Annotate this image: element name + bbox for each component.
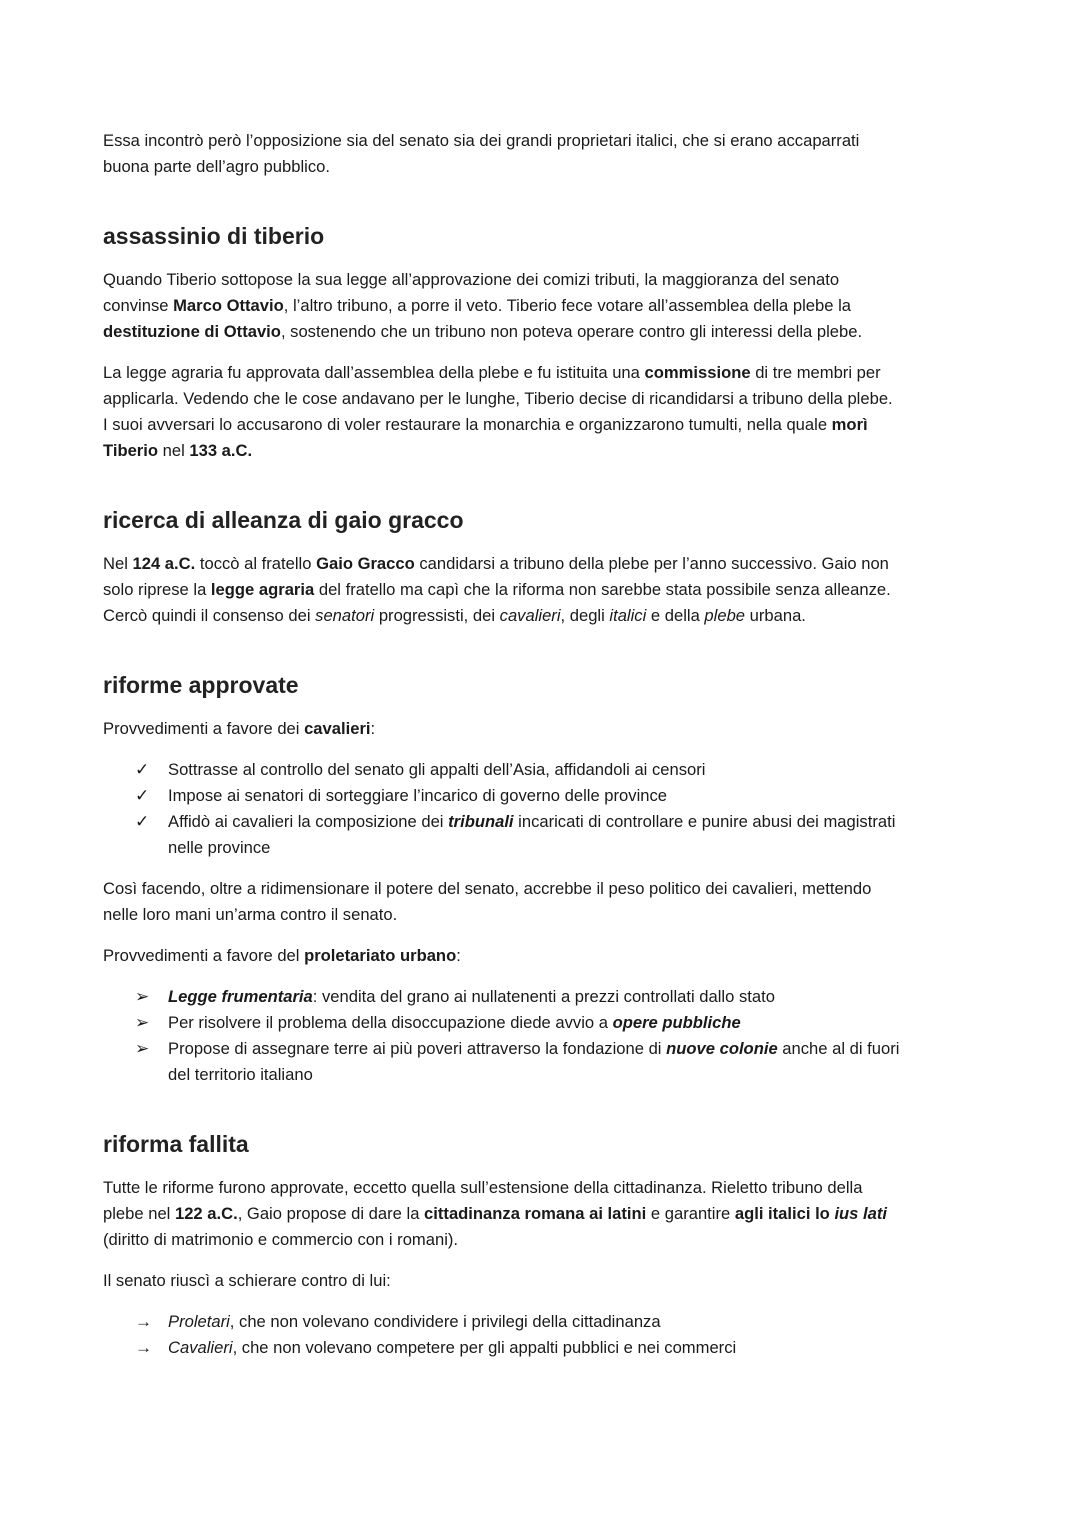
text-run: Così facendo, oltre a ridimensionare il potere del senato, accrebbe il peso politico dei cavalieri, mettendo <box>103 879 872 898</box>
text-run: , che non volevano condividere i privilegi della cittadinanza <box>229 1312 661 1331</box>
bold-text: 133 a.C. <box>189 441 253 460</box>
bold-text: cavalieri <box>304 719 371 738</box>
list-item <box>103 783 1003 809</box>
text-run: candidarsi a tribuno della plebe per l’anno successivo. Gaio non <box>414 554 889 573</box>
text-run: Provvedimenti a favore del <box>103 946 305 965</box>
list-item <box>103 1335 1003 1361</box>
text-run: toccò al fratello <box>195 554 317 573</box>
arrow-right-icon: → <box>135 1312 152 1331</box>
text-line <box>103 360 1003 386</box>
text-run: I suoi avversari lo accusarono di voler restaurare la monarchia e organizzarono tumulti, nella quale <box>103 415 832 434</box>
bold-text: agli italici lo <box>734 1204 835 1223</box>
bold-text: Tiberio <box>103 441 159 460</box>
text-line <box>103 1175 1003 1201</box>
section-heading: assassinio di tiberio <box>103 223 325 249</box>
list-item <box>103 1309 1003 1335</box>
italic-text: plebe <box>704 606 746 625</box>
paragraph <box>103 128 1003 180</box>
bold-italic-text: Legge frumentaria <box>168 987 313 1006</box>
text-run: convinse <box>103 296 174 315</box>
text-line <box>103 1268 1003 1294</box>
text-line <box>103 577 1003 603</box>
bold-text: Gaio Gracco <box>316 554 415 573</box>
list-item <box>103 1010 1003 1036</box>
bold-text: 122 a.C. <box>174 1204 238 1223</box>
text-line <box>103 386 1003 412</box>
bold-text: commissione <box>644 363 751 382</box>
text-line <box>103 128 1003 154</box>
text-line <box>103 267 1003 293</box>
text-line <box>103 438 1003 464</box>
italic-text: Cavalieri <box>168 1338 233 1357</box>
text-line <box>103 943 1003 969</box>
text-line <box>103 412 1003 438</box>
checkmark-icon: ✓ <box>135 812 150 831</box>
text-run: (diritto di matrimonio e commercio con i romani). <box>103 1230 459 1249</box>
list-item <box>103 1036 1003 1062</box>
section-heading: riforma fallita <box>103 1131 249 1157</box>
section-heading: riforme approvate <box>103 672 299 698</box>
bold-text: 124 a.C. <box>132 554 196 573</box>
text-run: e della <box>646 606 705 625</box>
bold-text: proletariato urbano <box>304 946 457 965</box>
text-run: Propose di assegnare terre ai più poveri attraverso la fondazione di <box>168 1039 667 1058</box>
text-run: solo riprese la <box>103 580 211 599</box>
text-line <box>103 319 1003 345</box>
paragraph <box>103 1268 1003 1294</box>
text-run: urbana. <box>745 606 806 625</box>
text-run: , Gaio propose di dare la <box>237 1204 425 1223</box>
text-run: anche al di fuori <box>777 1039 900 1058</box>
list-item <box>103 809 1003 835</box>
text-run: del territorio italiano <box>168 1065 313 1084</box>
list-item-continuation <box>103 1062 1003 1088</box>
arrowhead-bullet-icon: ➢ <box>135 1013 150 1032</box>
text-line <box>103 154 1003 180</box>
text-run: : <box>370 719 376 738</box>
bold-text: Marco Ottavio <box>173 296 284 315</box>
text-run: e garantire <box>646 1204 735 1223</box>
bold-text: cittadinanza romana ai latini <box>424 1204 647 1223</box>
text-run: Essa incontrò però l’opposizione sia del senato sia dei grandi proprietari italici, che si erano accaparrati <box>103 131 860 150</box>
text-run: Quando Tiberio sottopose la sua legge all’approvazione dei comizi tributi, la maggioranza del senato <box>103 270 840 289</box>
bold-italic-text: opere pubbliche <box>612 1013 741 1032</box>
text-run: , degli <box>560 606 610 625</box>
bold-text: legge agraria <box>210 580 315 599</box>
text-run: Provvedimenti a favore dei <box>103 719 305 738</box>
text-run: La legge agraria fu approvata dall’assemblea della plebe e fu istituita una <box>103 363 645 382</box>
text-run: , sostenendo che un tribuno non poteva operare contro gli interessi della plebe. <box>280 322 863 341</box>
bold-italic-text: nuove colonie <box>666 1039 778 1058</box>
text-run: nelle loro mani un’arma contro il senato. <box>103 905 398 924</box>
text-run: Impose ai senatori di sorteggiare l’incarico di governo delle province <box>168 786 668 805</box>
bullet-list <box>103 1309 1003 1361</box>
arrowhead-bullet-icon: ➢ <box>135 987 150 1006</box>
text-line <box>103 876 1003 902</box>
text-line <box>103 293 1003 319</box>
bold-italic-text: tribunali <box>448 812 514 831</box>
text-run: nel <box>158 441 190 460</box>
text-line <box>103 716 1003 742</box>
list-item <box>103 757 1003 783</box>
section-heading: ricerca di alleanza di gaio gracco <box>103 507 464 533</box>
paragraph <box>103 876 1003 928</box>
checkmark-icon: ✓ <box>135 786 150 805</box>
text-run: buona parte dell’agro pubblico. <box>103 157 330 176</box>
paragraph <box>103 716 1003 742</box>
text-run: plebe nel <box>103 1204 175 1223</box>
text-run: applicarla. Vedendo che le cose andavano per le lunghe, Tiberio decise di ricandidarsi a tribuno della plebe. <box>103 389 893 408</box>
bold-text: morì <box>831 415 868 434</box>
bullet-list <box>103 984 1003 1088</box>
checkmark-icon: ✓ <box>135 760 150 779</box>
text-run: : <box>456 946 461 965</box>
text-run: Sottrasse al controllo del senato gli appalti dell’Asia, affidandoli ai censori <box>168 760 706 779</box>
paragraph <box>103 267 1003 345</box>
text-line <box>103 1201 1003 1227</box>
italic-text: italici <box>609 606 647 625</box>
italic-text: senatori <box>315 606 375 625</box>
bold-text: destituzione di Ottavio <box>103 322 281 341</box>
text-run: Il senato riuscì a schierare contro di lui: <box>103 1271 391 1290</box>
text-line <box>103 603 1003 629</box>
paragraph <box>103 943 1003 969</box>
list-item-continuation <box>103 835 1003 861</box>
text-run: , l’altro tribuno, a porre il veto. Tiberio fece votare all’assemblea della plebe la <box>283 296 852 315</box>
text-run: Tutte le riforme furono approvate, eccetto quella sull’estensione della cittadinanza. Rieletto tribuno della <box>103 1178 863 1197</box>
paragraph <box>103 1175 1003 1253</box>
list-item <box>103 984 1003 1010</box>
text-run: Affidò ai cavalieri la composizione dei <box>168 812 449 831</box>
text-run: del fratello ma capì che la riforma non sarebbe stata possibile senza alleanze. <box>314 580 891 599</box>
italic-text: Proletari <box>168 1312 230 1331</box>
bullet-list <box>103 757 1003 861</box>
text-line <box>103 1227 1003 1253</box>
text-run: incaricati di controllare e punire abusi dei magistrati <box>513 812 896 831</box>
text-run: nelle province <box>168 838 271 857</box>
paragraph <box>103 551 1003 629</box>
text-run: progressisti, dei <box>374 606 500 625</box>
italic-text: cavalieri <box>499 606 561 625</box>
arrow-right-icon: → <box>135 1338 152 1357</box>
text-run: Cercò quindi il consenso dei <box>103 606 316 625</box>
text-run: , che non volevano competere per gli appalti pubblici e nei commerci <box>232 1338 737 1357</box>
text-run: Per risolvere il problema della disoccupazione diede avvio a <box>168 1013 613 1032</box>
text-line <box>103 902 1003 928</box>
text-run: di tre membri per <box>750 363 881 382</box>
arrowhead-bullet-icon: ➢ <box>135 1039 150 1058</box>
bold-italic-text: ius lati <box>834 1204 887 1223</box>
text-run: : vendita del grano ai nullatenenti a prezzi controllati dallo stato <box>312 987 775 1006</box>
text-line <box>103 551 1003 577</box>
document-page <box>103 128 1003 1376</box>
paragraph <box>103 360 1003 464</box>
text-run: Nel <box>103 554 133 573</box>
